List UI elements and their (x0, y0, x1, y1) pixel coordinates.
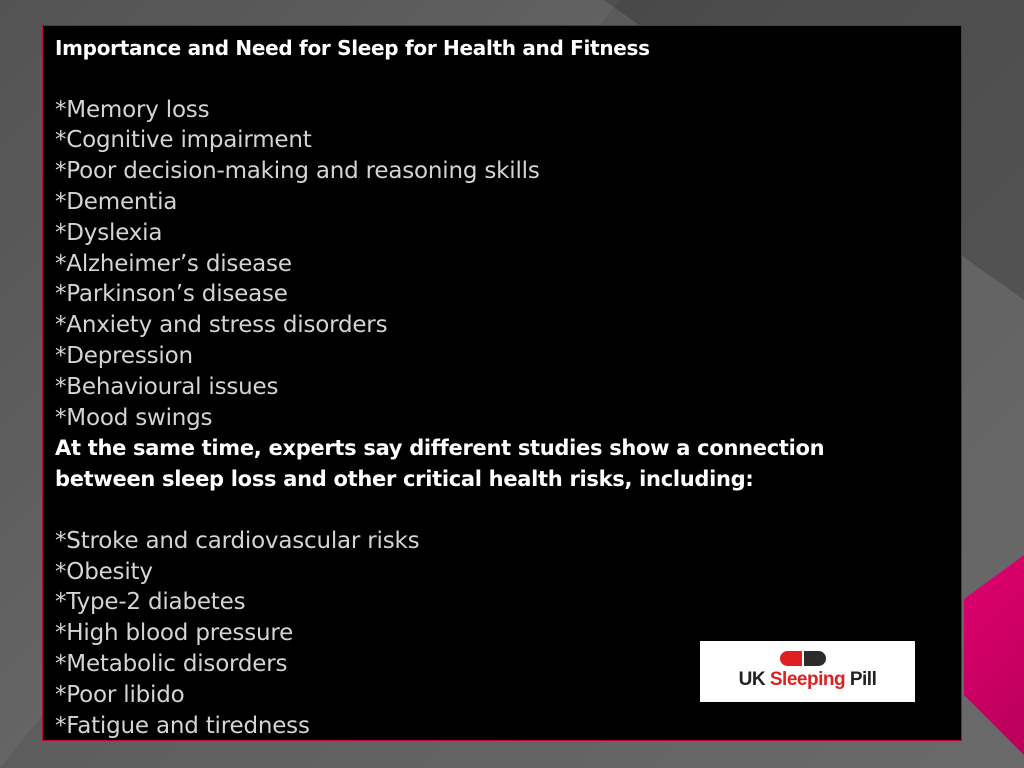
list-item: *Fatigue and tiredness (55, 712, 310, 739)
logo-text-sleeping: Sleeping (769, 669, 846, 690)
connection-paragraph (55, 433, 935, 495)
list-item: *Type-2 diabetes (55, 589, 246, 616)
list-item: *Depression (55, 342, 193, 369)
pink-accent-shape (964, 555, 1024, 755)
list-item: *Poor decision-making and reasoning skills (55, 158, 540, 185)
uk-sleeping-pill-logo (700, 641, 915, 702)
list-item: *Behavioural issues (55, 373, 279, 400)
list-item: *Dementia (55, 188, 178, 215)
logo-text-pill: Pill (849, 669, 877, 690)
logo-text (700, 669, 915, 691)
list-item: *Stroke and cardiovascular risks (55, 527, 420, 554)
paragraph-line: between sleep loss and other critical health risks, including: (55, 467, 754, 492)
list-item: *Alzheimer’s disease (55, 250, 292, 277)
slide-content (55, 33, 935, 741)
list-item: *Poor libido (55, 681, 185, 708)
health-risk-list (55, 526, 935, 742)
slide-text-box (42, 25, 962, 741)
list-item: *Obesity (55, 558, 153, 585)
slide-title: Importance and Need for Sleep for Health and Fitness (55, 36, 650, 60)
list-item: *High blood pressure (55, 620, 294, 647)
list-item: *Metabolic disorders (55, 650, 288, 677)
spacer (55, 64, 935, 95)
pill-icon (780, 651, 826, 666)
list-item: *Anxiety and stress disorders (55, 312, 388, 339)
list-item: *Dyslexia (55, 219, 163, 246)
list-item: *Memory loss (55, 96, 210, 123)
logo-text-uk: UK (738, 669, 766, 690)
spacer (55, 495, 935, 526)
symptom-list (55, 95, 935, 434)
paragraph-line: At the same time, experts say different studies show a connection (55, 436, 825, 461)
list-item: *Parkinson’s disease (55, 281, 288, 308)
list-item: *Cognitive impairment (55, 127, 312, 154)
list-item: *Mood swings (55, 404, 213, 431)
